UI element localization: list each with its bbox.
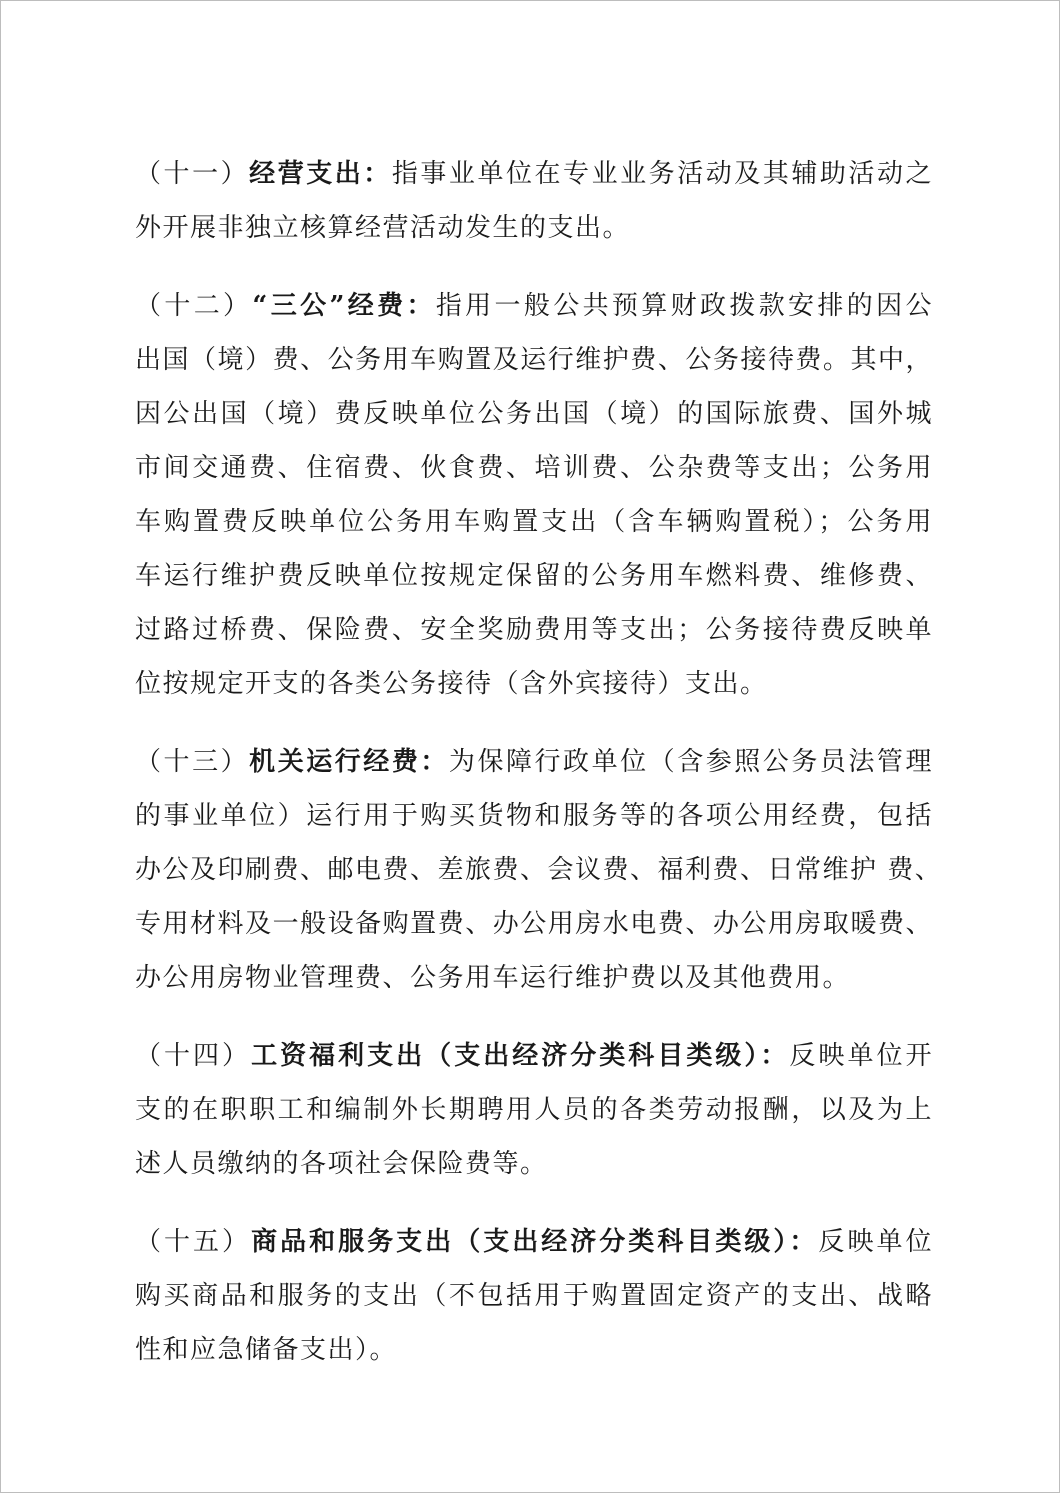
section-12-line-6: 车运行维护费反映单位按规定保留的公务用车燃料费、维修费、 <box>135 561 933 591</box>
section-11-text: 指事业单位在专业业务活动及其辅助活动之 <box>391 159 933 189</box>
section-14 <box>135 1029 933 1191</box>
section-12-line-2: 出国（境）费、公务用车购置及运行维护费、公务接待费。其中， <box>135 345 933 375</box>
section-13-term: 机关运行经费： <box>249 747 449 777</box>
section-13-text: 为保障行政单位（含参照公务员法管理 <box>448 747 933 777</box>
section-11 <box>135 147 933 255</box>
section-12-line-3: 因公出国（境）费反映单位公务出国（境）的国际旅费、国外城 <box>135 399 933 429</box>
section-12-line-5: 车购置费反映单位公务用车购置支出（含车辆购置税）；公务用 <box>135 507 933 537</box>
section-15-term: 商品和服务支出（支出经济分类科目类级）： <box>251 1227 819 1257</box>
section-12-number: （十二） <box>135 291 253 321</box>
section-11-term: 经营支出： <box>249 159 392 189</box>
section-15-line-1 <box>135 1215 933 1269</box>
section-13 <box>135 735 943 1005</box>
document-body <box>135 147 943 1377</box>
section-11-number: （十一） <box>135 159 250 189</box>
section-15-text: 反映单位 <box>818 1227 933 1257</box>
section-11-line-2: 外开展非独立核算经营活动发生的支出。 <box>135 213 631 243</box>
section-14-term: 工资福利支出（支出经济分类科目类级）： <box>251 1041 790 1071</box>
section-12 <box>135 279 933 711</box>
section-15-line-2: 购买商品和服务的支出（不包括用于购置固定资产的支出、战略 <box>135 1281 933 1311</box>
section-15-line-3: 性和应急储备支出）。 <box>135 1335 398 1365</box>
section-13-line-5: 办公用房物业管理费、公务用车运行维护费以及其他费用。 <box>135 963 851 993</box>
section-13-line-4: 专用材料及一般设备购置费、办公用房水电费、办公用房取暖费、 <box>135 909 933 939</box>
section-15-number: （十五） <box>135 1227 252 1257</box>
section-14-number: （十四） <box>135 1041 252 1071</box>
section-12-line-8: 位按规定开支的各类公务接待（含外宾接待）支出。 <box>135 669 768 699</box>
section-12-line-1 <box>135 279 933 333</box>
section-12-term: “三公”经费： <box>252 291 436 321</box>
section-14-line-2: 支的在职职工和编制外长期聘用人员的各类劳动报酬，以及为上 <box>135 1095 933 1125</box>
section-13-line-2: 的事业单位）运行用于购买货物和服务等的各项公用经费，包括 <box>135 801 933 831</box>
section-14-line-3: 述人员缴纳的各项社会保险费等。 <box>135 1149 548 1179</box>
section-14-line-1 <box>135 1029 933 1083</box>
section-13-number: （十三） <box>135 747 250 777</box>
section-14-text: 反映单位开 <box>789 1041 933 1071</box>
section-13-line-3: 办公及印刷费、邮电费、差旅费、会议费、福利费、日常维护 费、 <box>135 855 943 885</box>
section-12-text: 指用一般公共预算财政拨款安排的因公 <box>435 291 933 321</box>
section-12-line-4: 市间交通费、住宿费、伙食费、培训费、公杂费等支出；公务用 <box>135 453 933 483</box>
section-13-line-1 <box>135 735 933 789</box>
section-11-line-1 <box>135 147 933 201</box>
section-15 <box>135 1215 933 1377</box>
section-12-line-7: 过路过桥费、保险费、安全奖励费用等支出；公务接待费反映单 <box>135 615 933 645</box>
